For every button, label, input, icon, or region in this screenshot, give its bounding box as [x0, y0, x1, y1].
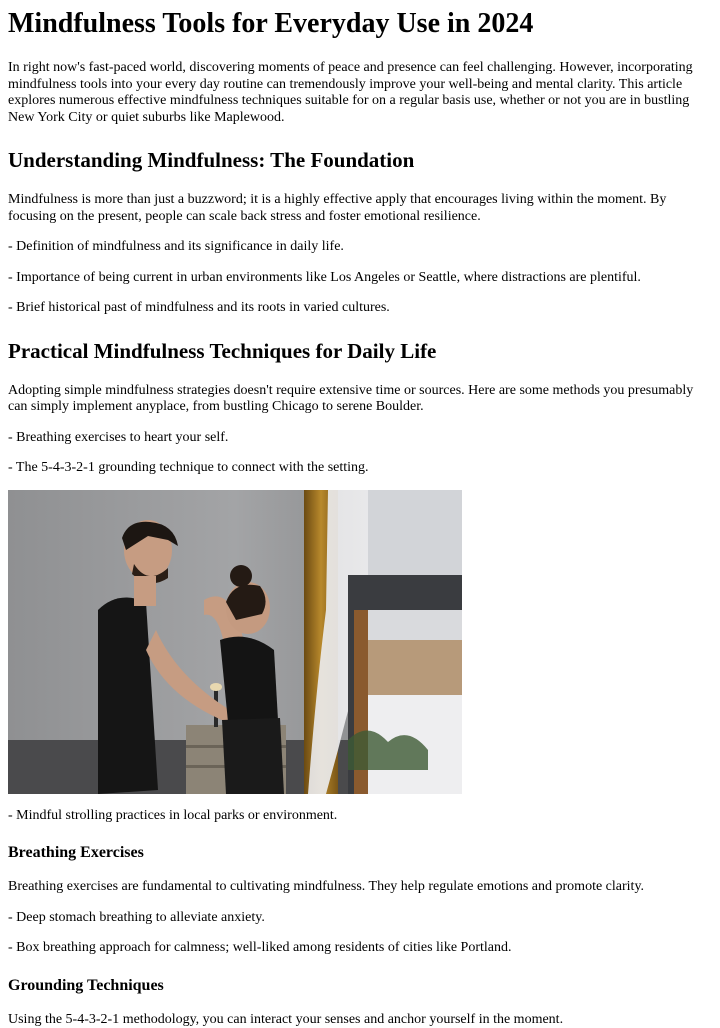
- list-item: - Box breathing approach for calmness; well-liked among residents of cities like Portland.: [8, 940, 698, 957]
- subsection-heading-breathing: Breathing Exercises: [8, 843, 698, 862]
- section-paragraph-understanding: Mindfulness is more than just a buzzword; it is a highly effective apply that encourages living within the moment. By focusing on the present, people can scale back stress and foster emotional resilience.: [8, 192, 698, 225]
- subsection-paragraph-grounding: Using the 5-4-3-2-1 methodology, you can interact your senses and anchor yourself in the moment.: [8, 1012, 698, 1028]
- section-heading-practical: Practical Mindfulness Techniques for Daily Life: [8, 339, 698, 363]
- list-item: - The 5-4-3-2-1 grounding technique to connect with the setting.: [8, 460, 698, 477]
- subsection-heading-grounding: Grounding Techniques: [8, 976, 698, 995]
- section-heading-understanding: Understanding Mindfulness: The Foundation: [8, 148, 698, 172]
- article-photo: [8, 490, 462, 794]
- section-paragraph-practical: Adopting simple mindfulness strategies doesn't require extensive time or sources. Here are some methods you presumably can simply implement anyplace, from bustling Chicago to serene Boulder.: [8, 383, 698, 416]
- list-item: - Brief historical past of mindfulness and its roots in varied cultures.: [8, 300, 698, 317]
- page-title: Mindfulness Tools for Everyday Use in 2024: [8, 8, 698, 40]
- list-item: - Mindful strolling practices in local parks or environment.: [8, 808, 698, 825]
- subsection-paragraph-breathing: Breathing exercises are fundamental to cultivating mindfulness. They help regulate emotions and promote clarity.: [8, 879, 698, 896]
- list-item: - Breathing exercises to heart your self.: [8, 430, 698, 447]
- list-item: - Importance of being current in urban environments like Los Angeles or Seattle, where distractions are plentiful.: [8, 270, 698, 287]
- intro-paragraph: In right now's fast-paced world, discovering moments of peace and presence can feel challenging. However, incorporating mindfulness tools into your every day routine can tremendously improve your well-being and mental clarity. This article explores numerous effective mindfulness techniques suitable for on a regular basis use, whether or not you are in bustling New York City or quiet suburbs like Maplewood.: [8, 60, 698, 126]
- list-item: - Deep stomach breathing to alleviate anxiety.: [8, 910, 698, 927]
- list-item: - Definition of mindfulness and its significance in daily life.: [8, 239, 698, 256]
- article: [8, 0, 698, 1028]
